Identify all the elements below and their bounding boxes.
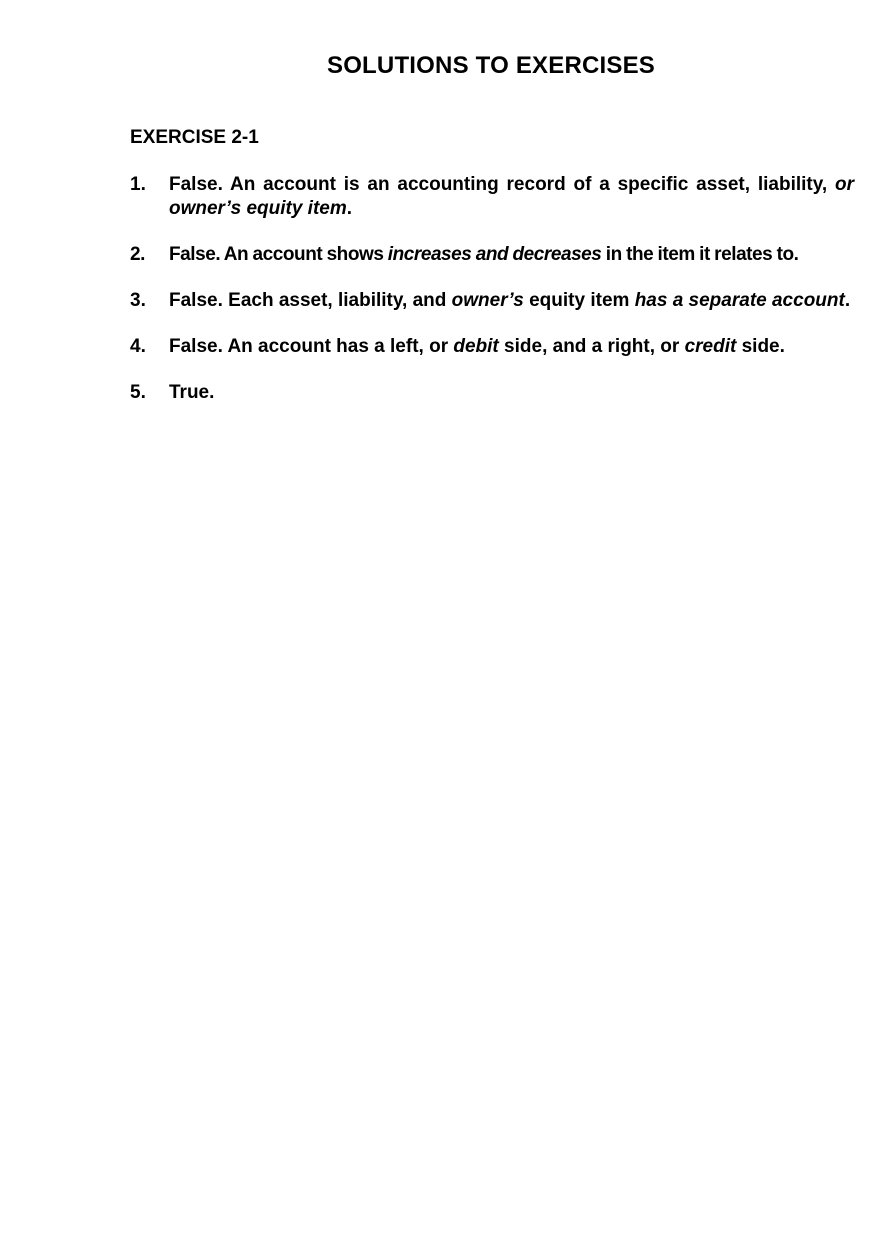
item-number: 2. xyxy=(130,244,145,265)
item-emphasis: credit xyxy=(684,336,737,357)
item-number: 5. xyxy=(130,382,146,403)
item-text: False. Each asset, liability, and xyxy=(169,290,452,311)
item-number: 4. xyxy=(130,336,146,357)
item-text: . xyxy=(844,290,851,311)
item-text: False. An account shows xyxy=(169,244,388,265)
item-text: equity item xyxy=(523,290,635,311)
solutions-list xyxy=(130,173,854,427)
item-number: 1. xyxy=(130,174,146,195)
item-emphasis: has a separate account xyxy=(634,290,845,311)
page-title: SOLUTIONS TO EXERCISES xyxy=(326,52,655,79)
item-text: side. xyxy=(736,336,785,357)
solution-item-3 xyxy=(130,289,854,313)
item-emphasis: or owner’s equity item xyxy=(169,174,854,219)
solution-item-1 xyxy=(130,173,854,221)
item-text: True. xyxy=(169,382,215,403)
item-emphasis: increases and decreases xyxy=(387,244,602,265)
item-text: False. An account has a left, or xyxy=(169,336,454,357)
solution-item-2 xyxy=(130,243,854,267)
solution-item-4 xyxy=(130,335,854,359)
item-emphasis: debit xyxy=(453,336,499,357)
item-text: side, and a right, or xyxy=(498,336,685,357)
item-number: 3. xyxy=(130,290,146,311)
exercise-heading: EXERCISE 2-1 xyxy=(130,127,259,148)
solution-item-5 xyxy=(130,381,854,405)
item-text: False. An account is an accounting record of a specific asset, liability, xyxy=(169,174,835,195)
item-emphasis: owner’s xyxy=(451,290,524,311)
item-text: . xyxy=(346,198,353,219)
item-text: in the item it relates to. xyxy=(601,244,799,265)
